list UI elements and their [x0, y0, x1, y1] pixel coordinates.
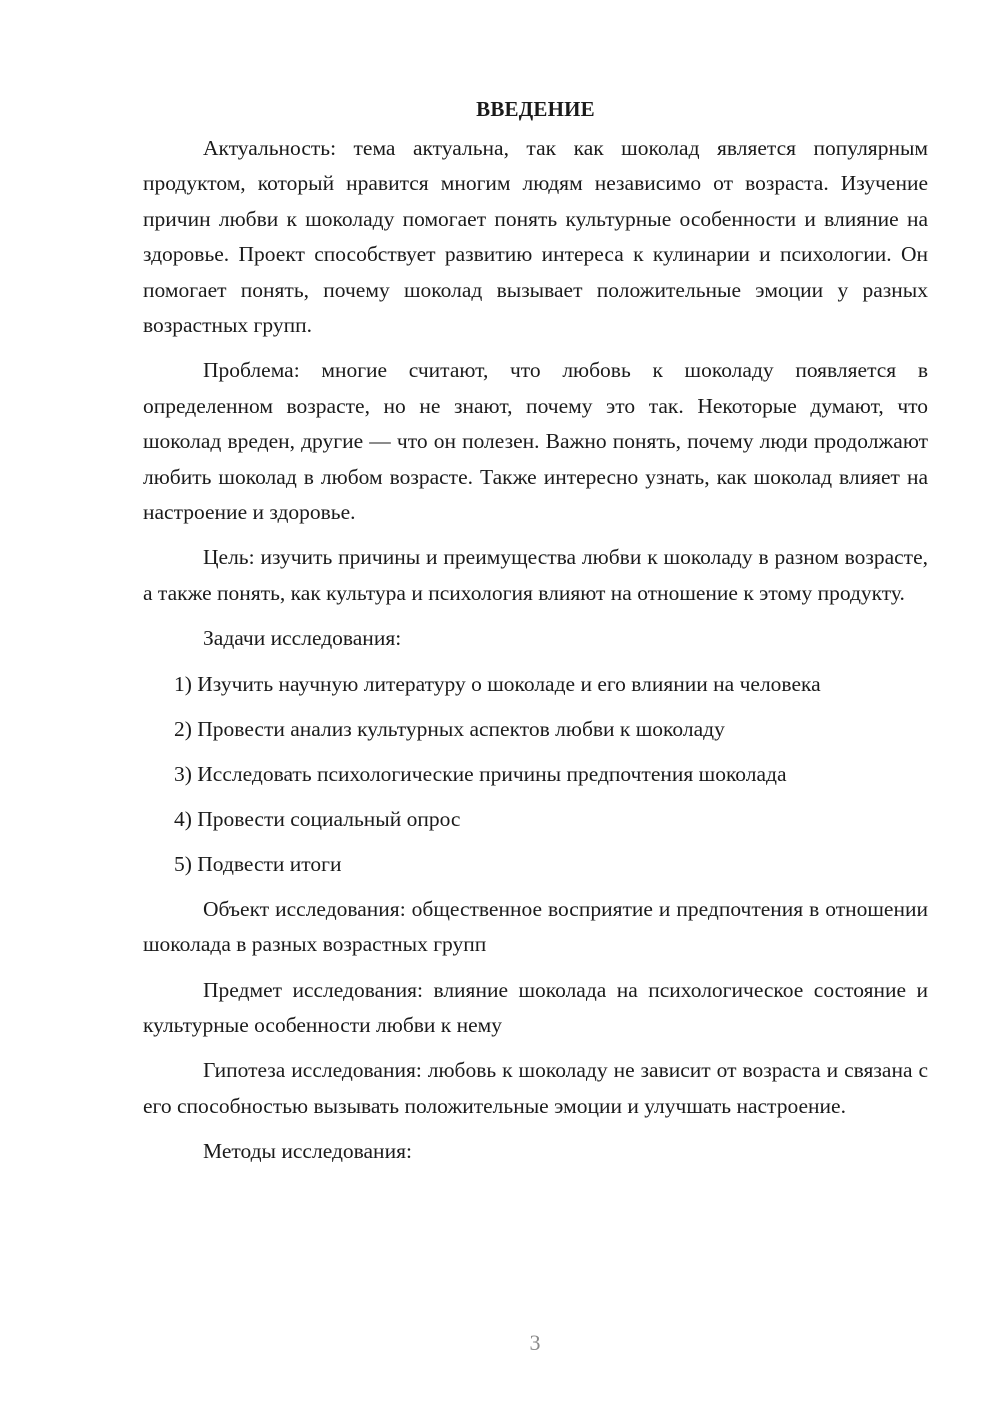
task-item: 2) Провести анализ культурных аспектов любви к шоколаду: [174, 716, 725, 741]
relevance-paragraph: Актуальность: тема актуальна, так как шоколад является популярным продуктом, который нравится многим людям независимо от возраста. Изучение причин любви к шоколаду помогает понять культурные особенности и влияние на здоровье. Проект способствует развитию интереса к кулинарии и психологии. Он помогает понять, почему шоколад вызывает положительные эмоции у разных возрастных групп.: [143, 136, 928, 338]
tasks-heading: Задачи исследования:: [203, 626, 402, 651]
document-page: [143, 92, 928, 1180]
task-item: 3) Исследовать психологические причины предпочтения шоколада: [174, 761, 787, 786]
subject-paragraph: Предмет исследования: влияние шоколада на психологическое состояние и культурные особенности любви к нему: [143, 977, 928, 1037]
hypothesis-paragraph: Гипотеза исследования: любовь к шоколаду не зависит от возраста и связана с его способностью вызывать положительные эмоции и улучшать настроение.: [143, 1058, 928, 1118]
section-title: ВВЕДЕНИЕ: [476, 97, 595, 121]
task-item: 4) Провести социальный опрос: [174, 806, 461, 831]
problem-paragraph: Проблема: многие считают, что любовь к шоколаду появляется в определенном возрасте, но не знают, почему это так. Некоторые думают, что шоколад вреден, другие — что он полезен. Важно понять, почему люди продолжают любить шоколад в любом возрасте. Также интересно узнать, как шоколад влияет на настроение и здоровье.: [143, 358, 928, 525]
page-number: 3: [529, 1330, 541, 1355]
methods-heading: Методы исследования:: [203, 1139, 412, 1164]
task-item: 1) Изучить научную литературу о шоколаде и его влиянии на человека: [174, 671, 821, 696]
object-paragraph: Объект исследования: общественное восприятие и предпочтения в отношении шоколада в разных возрастных групп: [143, 896, 928, 957]
goal-paragraph: Цель: изучить причины и преимущества любви к шоколаду в разном возрасте, а также понять, как культура и психология влияют на отношение к этому продукту.: [143, 545, 928, 605]
task-item: 5) Подвести итоги: [174, 851, 342, 876]
task-list: [143, 667, 928, 882]
